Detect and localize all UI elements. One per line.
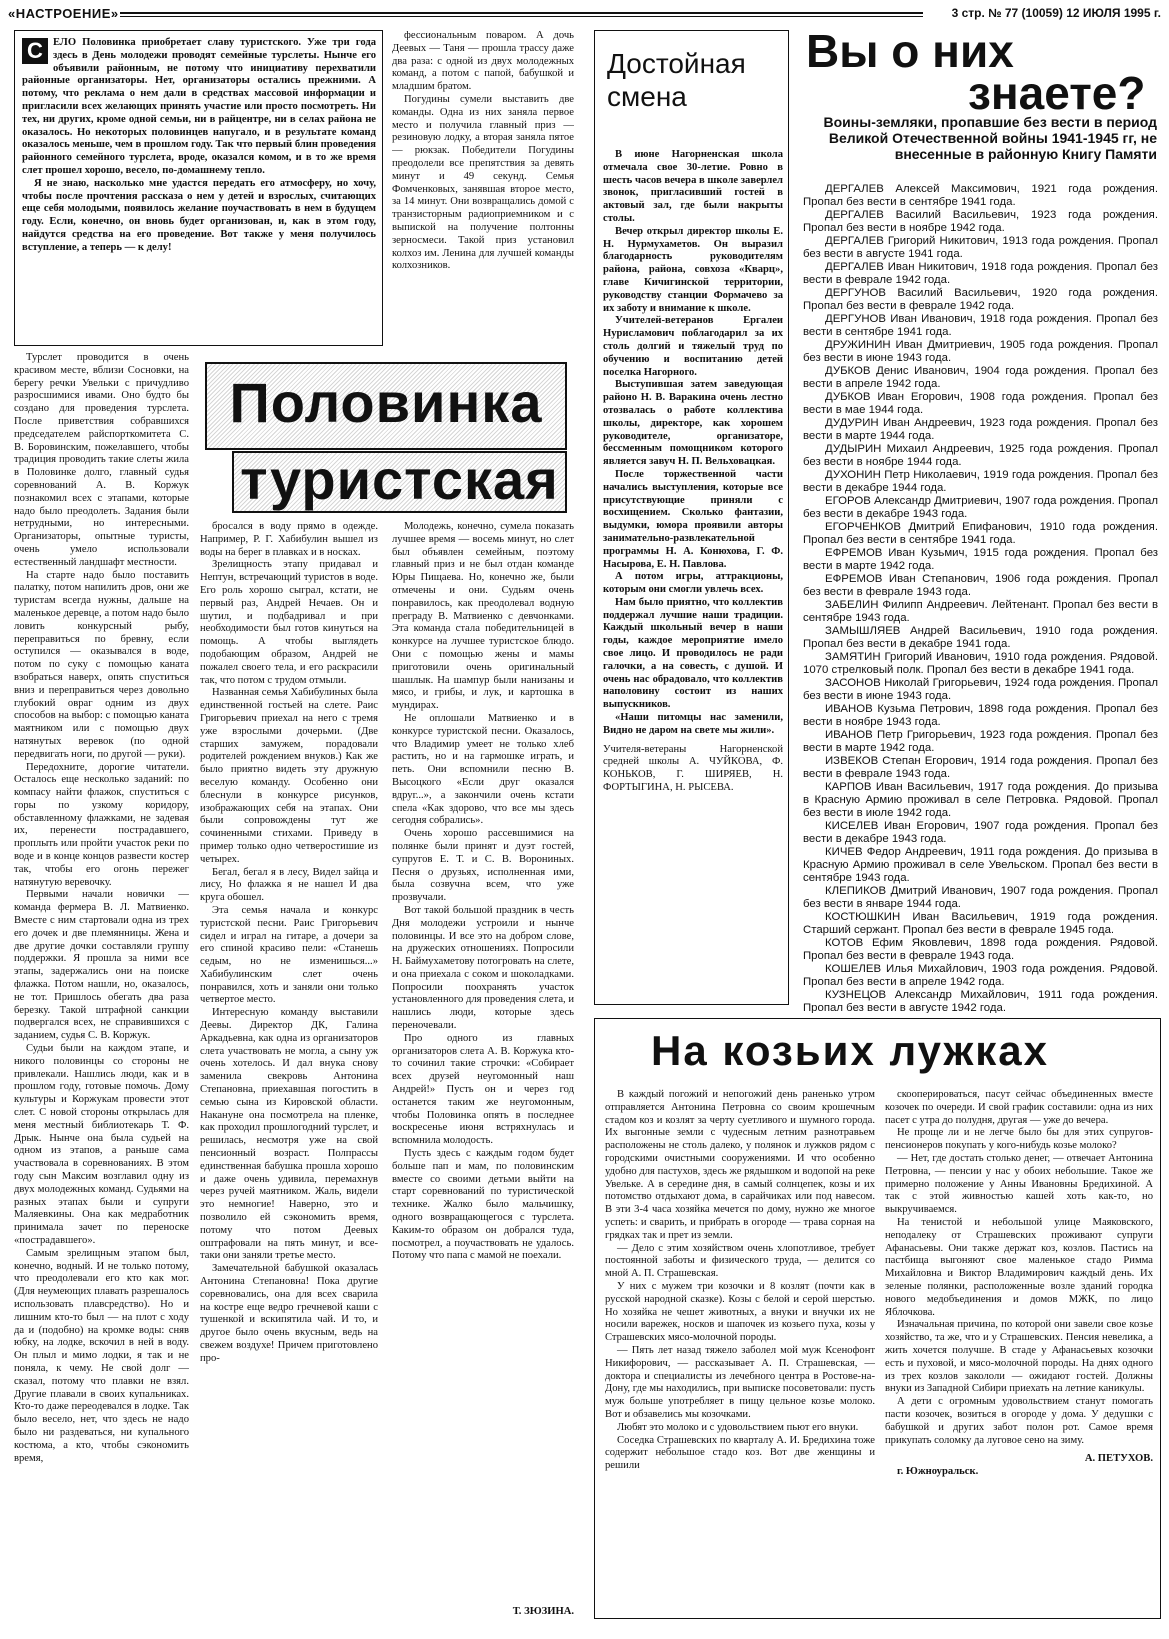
- paragraph: КУЗНЕЦОВ Александр Михайлович, 1911 года рождения. Пропал без вести в августе 1942 года.: [803, 989, 1158, 1013]
- paragraph: КАРПОВ Иван Васильевич, 1917 года рождения. До призыва в Красную Армию проживал в селе Петровка. Рядовой. Пропал без вести в июле 1942 года.: [803, 781, 1158, 819]
- paragraph: КИСЕЛЕВ Иван Егорович, 1907 года рождения. Пропал без вести в декабре 1943 года.: [803, 820, 1158, 845]
- paragraph: — Нет, где достать столько денег, — отвечает Антонина Петровна, — пенсии у нас у обоих небольшие. Такое же примерно положение у Анны Ивановны Бредихиной. А так с этой живностью кашей хоть как-то, но выкручиваемся.: [885, 1152, 1153, 1216]
- paragraph: КОСТЮШКИН Иван Васильевич, 1919 года рождения. Старший сержант. Пропал без вести в феврале 1945 года.: [803, 911, 1158, 936]
- paragraph: ДУДУРИН Иван Андреевич, 1923 года рождения. Пропал без вести в марте 1944 года.: [803, 417, 1158, 442]
- paragraph: На старте надо было поставить палатку, потом напилить дров, они же туристам всегда нужны, дальше на маленькое деревце, а потом надо было ловить конкурсный рыбу, переправиться по бревну, если оступился — оказывался в воде, потом по суку с помощью каната взобраться наверх, опять спуститься вниз и переправиться через довольно глубокий овраг одним из двух способов на выбор: с помощью каната маятником или с помощью двух натянутых веревок (по одной передвигать ноги, по другой — руки).: [14, 569, 189, 760]
- section-name: «НАСТРОЕНИЕ»: [8, 6, 119, 21]
- paragraph: ЕФРЕМОВ Иван Степанович, 1906 года рождения. Пропал без вести в феврале 1943 года.: [803, 573, 1158, 598]
- paragraph: ДЕРГАЛЕВ Алексей Максимович, 1921 года рождения. Пропал без вести в сентябре 1941 года.: [803, 183, 1158, 208]
- signature: А. ПЕТУХОВ.: [1084, 1453, 1153, 1465]
- title-text: туристская: [240, 451, 559, 511]
- paragraph: ДЕРГУНОВ Иван Иванович, 1918 года рождения. Пропал без вести в сентябре 1941 года.: [803, 313, 1158, 338]
- article1-col2: [200, 521, 378, 1621]
- paragraph: Турслет проводится в очень красивом месте, вблизи Сосновки, на берегу речки Увельки с причудливо разросшимися ивами. Оно будто бы создано для проведения турслета. После приветствия собравшихся председателем райспорткомитета С. В. Боровинским, пожелавшего, чтобы традиция проводить такие слеты жила в Половинке долго, главный судья соревнований А. В. Коржук познакомил всех с этапами, которые надо было преодолеть. Задания были нетрудными, но интересными. Организаторы, опытные туристы, очень умело использовали естественный ландшафт местности.: [14, 352, 189, 568]
- paragraph: А потом игры, аттракционы, которым они смогли увлечь всех.: [603, 571, 783, 596]
- paragraph: «Наши питомцы нас заменили, Видно не даром на свете мы жили».: [603, 712, 783, 736]
- missing-persons-list: [803, 183, 1158, 1013]
- paragraph: — Дело с этим хозяйством очень хлопотливое, требует постоянной заботы и физического труда, — делится со мной А. П. Страшевская.: [605, 1242, 875, 1280]
- article1-title-line2: [232, 451, 567, 513]
- article1-col3: [392, 521, 574, 1606]
- title-text: Половинка: [229, 371, 543, 434]
- paragraph: В июне Нагорненская школа отмечала свое 30-летие. Ровно в шесть часов вечера в школе заверлел звонок, пригласивший гостей в актовый зал, где были накрыты столы.: [603, 149, 783, 224]
- signature: Учителя-ветераны Нагорненской средней школы А. ЧУЙКОВА, Ф. КОНЬКОВ, Г. ШИРЯЕВ, Н. ФОРТЫГИНА, Н. РЫСЕВА.: [603, 743, 783, 794]
- paragraph: Про одного из главных организаторов слета А. В. Коржука кто-то сочинил такие строчки: «Собирает всех друзей неугомонный наш Андрей!» Пусть он и через год останется таким же неугомонным, чтобы Половинка опять в последнее воскресенье июня встряхнулась и вспомнила молодость.: [392, 1032, 574, 1147]
- paragraph: Учителей-ветеранов Ергалеи Нурисламович поблагодарил за их столь долгий и тяжелый труд по обучению и воспитанию детей поселка Нагорного.: [603, 315, 783, 378]
- intro-text-2: Я не знаю, насколько мне удастся передать его атмосферу, но хочу, чтобы после прочтения рассказа о нем у детей и взрослых, считающих еще себя молодыми, появилось желание поучаствовать в нем в будущем году. Если, конечно, он вновь будет организован, и, как в этом году, найдутся средства на его проведение. Вот также у меня получилось вступление, а теперь — к делу!: [22, 177, 376, 253]
- article4-col1: [605, 1089, 875, 1614]
- issue-info: 3 стр. № 77 (10059) 12 ИЮЛЯ 1995 г.: [951, 6, 1161, 20]
- paragraph: — Пять лет назад тяжело заболел мой муж Ксенофонт Никифорович, — рассказывает А. П. Страшевская, — доктора и специалисты из лечебного центра в Ростове-на-Дону, где мы находились, при выписке посоветовали: пусть муж больше употребляет в пищу цельное козье молоко. Вот и обзавелись мы козочками.: [605, 1344, 875, 1420]
- paragraph: Погудины сумели выставить две команды. Одна из них заняла первое место и получила главный приз — резиновую лодку, а вторая заняла пятое — рюкзак. Победители Погудины преодолели все препятствия за девять минут и 49 секунд. Семья Фомченковых, занявшая второе место, за 14 минут. Они возвращались домой с транзисторным радиоприемником и с выпиской на получение полтонны зерносмеси. Такой приз установил колхоз им. Ленина для лучшей команды колхозников.: [392, 93, 574, 272]
- article4-box: [594, 1018, 1161, 1619]
- paragraph: А дети с огромным удовольствием станут помогать пасти козочек, возиться в огороде у дома. У дедушки с бабушкой и других забот полон рот. Самое время прикупать соломку да луговое сено на зиму.: [885, 1396, 1153, 1446]
- paragraph: КОТОВ Ефим Яковлевич, 1898 года рождения. Рядовой. Пропал без вести в феврале 1943 года.: [803, 937, 1158, 962]
- article1-title-line1: [205, 362, 567, 450]
- paragraph: фессиональным поваром. А дочь Деевых — Таня — прошла трассу даже два раза: с одной из двух молодежных команд, а потом с папой, бабушкой и младшим братом.: [392, 30, 574, 93]
- paragraph: ДУХОНИН Петр Николаевич, 1919 года рождения. Пропал без вести в декабре 1944 года.: [803, 469, 1158, 494]
- paragraph: ДЕРГУНОВ Василий Васильевич, 1920 года рождения. Пропал без вести в феврале 1942 года.: [803, 287, 1158, 312]
- article3-subtitle: Воины-земляки, пропавшие без вести в период Великой Отечественной войны 1941-1945 гг, не внесенные в районную Книгу Памяти: [823, 114, 1157, 162]
- paragraph: ИВАНОВ Кузьма Петрович, 1898 года рождения. Пропал без вести в ноябре 1943 года.: [803, 703, 1158, 728]
- paragraph: Передохните, дорогие читатели. Осталось еще несколько заданий: по компасу найти флажок, спуститься с горы по узкому коридору, обставленному флажками, не задевая их, перенести пострадавшего, проплыть или пройти участок реки по воде и в конце концов развести костер так, чтобы его огонь пережег натянутую веревочку.: [14, 761, 189, 888]
- paragraph: После торжественной части начались выступления, которые все присутствующие приняли с восхищением. Сколько фантазии, выдумки, юмора проявили авторы занимательно-развлекательной программы Н. А. Конюхова, Г. Ф. Насырова, Е. Н. Павлова.: [603, 468, 783, 570]
- paragraph: Молодежь, конечно, сумела показать лучшее время — восемь минут, но слет был объявлен семейным, поэтому главный приз и не был отдан команде Юры Пищаева. Но, конечно же, были отмечены и они. Судьям очень понравилось, как преодолевал водную преграду В. Матвиенко с девчонками. Эта команда стала победительницей в конкурсе на лучшее туристское блюдо. Они с помощью жены и мамы приготовили очень оригинальный шашлык. На шампур были нанизаны и мясо, и грибы, и лук, и картошка в мундирах.: [392, 521, 574, 712]
- paragraph: КЛЕПИКОВ Дмитрий Иванович, 1907 года рождения. Пропал без вести в январе 1944 года.: [803, 885, 1158, 910]
- paragraph: Замечательной бабушкой оказалась Антонина Степановна! Пока другие соревновались, она для всех сварила на костре еще ведро гречневой каши с тушенкой и вскипятила чай. И то, и другое было очень вкусным, ведь на свежем воздухе! Причем приготовлено про-: [200, 1263, 378, 1364]
- dropcap: С: [22, 38, 48, 64]
- paragraph: ДЕРГАЛЕВ Григорий Никитович, 1913 года рождения. Пропал без вести в августе 1941 года.: [803, 235, 1158, 260]
- header-rule: [120, 12, 923, 17]
- paragraph: Зрелищность этапу придавал и Нептун, встречающий туристов в воде. Его роль хорошо сыграл, кстати, не первый раз, Андрей Нечаев. Он и шутил, и подбадривал и при необходимости был готов кинуться на помощь. А чтобы выглядеть подобающим образом, Андрей не пожалел своего тела, и его раскрасили так, что потом с трудом отмыли.: [200, 559, 378, 686]
- paragraph: ЕГОРОВ Александр Дмитриевич, 1907 года рождения. Пропал без вести в декабре 1943 года.: [803, 495, 1158, 520]
- page-header: [8, 6, 1161, 24]
- paragraph: Выступившая затем заведующая районо Н. В. Варакина очень лестно отозвалась о работе коллектива школы, директоре, как хорошем руководителе, организаторе, бессменным помощником которого является завуч Н. П. Вельховацкая.: [603, 379, 783, 468]
- paragraph: Интересную команду выставили Деевы. Директор ДК, Галина Аркадьевна, как одна из организаторов слета участвовать не могла, а сыну уж очень хотелось. И дал внука снову заменила свекровь Антонина Степановна, приехавшая погостить в семью сына из Кировской области. Накануне она посмотрела на пленке, как проходил прошлогодний турслет, и решилась, несмотря уже на свой пенсионный возраст. Полпрассы единственная бабушка прошла хорошо и даже очень удивила, перемахнув через ручей маятником. Жаль, видели это немногие! Наверно, это и позволило ей сэкономить время, потому что потом Деевых оштрафовали на пять минут, и все-таки они заняли третье место.: [200, 1007, 378, 1262]
- paragraph: Не проще ли и не легче было бы для этих супругов-пенсионеров покупать у кого-нибудь козье молоко?: [885, 1127, 1153, 1152]
- paragraph: ДУДЫРИН Михаил Андреевич, 1925 года рождения. Пропал без вести в ноябре 1944 года.: [803, 443, 1158, 468]
- intro-text: ЕЛО Половинка приобретает славу туристского. Уже три года здесь в День молодежи проводят семейные турслеты. Нынче его объявили районным, не потому что инициативу перехватили районные организаторы. Нет, организаторы остались прежними. А потому, что реклама о нем дали в средствах массовой информации и пригласили всех желающих принять участие или просто посмотреть. Ни тех, ни других, кроме одной семьи, ни в райцентре, ни в селах района не оказалось. Но некоторых половинцев напугало, и в результате команд оказалось меньше, чем в прошлом году. Так что первый блин проведения районного семейного турслета, вроде, оказался комом, и в то же время слет прошел хорошо, весело, по-домашнему тепло.: [22, 37, 376, 176]
- paragraph: Первыми начали новички — команда фермера В. Л. Матвиенко. Вместе с ним стартовали одна из трех его дочек и две племянницы. Жена и две другие дочки составляли группу поддержки. Я прошла за ними все этапы, задержались они на поиске флажка. Потом нашли, но, оказалось, не тот. Пришлось обегать два раза березку. Такой штрафной санкции подвергался всех, не справившихся с заданием, судья С. В. Коржук.: [14, 889, 189, 1042]
- paragraph: Названная семья Хабибулиных была единственной гостьей на слете. Раис Григорьевич приехал на него с тремя уже взрослыми дочерьми. (Две старших замужем, порадовали родителей рождением внуков.) Как же было приятно видеть эту дружную веселую команду. Особенно они блеснули в конкурсе рисунков, изображающих себя на этапах. Они были сопровождены тут же сочиненными стихами. Приведу в пример только одно четверостишие из четырех.: [200, 687, 378, 865]
- article4-title: На козьих лужках: [651, 1027, 1049, 1074]
- paragraph: Вечер открыл директор школы Е. Н. Нурмухаметов. Он выразил благодарность руководителям района, района, совхоза «Кварц», главе Кичигинской территории, руководству станции Формачево за их заботу и внимание к школе.: [603, 225, 783, 314]
- paragraph: Самым зрелищным этапом был, конечно, водный. И не только потому, что преодолевали его кто как мог. (Для неумеющих плавать разрешалось использовать плавсредство). Но и лишним кто-то был — на плот с ходу да и (подобно) на кромке воды: сняв юбку, на лодке, вскочил в ней в воду. Он плыл и мимо лодки, я так и не поняла, к чему. Не свой долг — сказал, потому что плавки не взял. Другие плавали в своих купальниках. Кто-то даже переодевался в лодке. Так было весело, нет, что здесь не надо было ни раздеваться, ни купального костюма, а кто, чтобы сэкономить время,: [14, 1247, 189, 1464]
- paragraph: Судьи были на каждом этапе, и никого половинцы со стороны не привлекали. Нашлись люди, как и в прошлом году, готовые помочь. Дому культуры и Коржукам провести этот слет. С новой стороны открылась для меня местный библиотекарь Т. Ф. Дрык. Нынче она была судьей на одном из этапов, а раньше сама участвовала в соревнованиях. В этом году сын Максим возглавил одну из двух молодежных команд. Судьями на разных этапах были и супруги Маляевкины. Она как медработник принимала зачет по переноске «пострадавшего».: [14, 1043, 189, 1246]
- paragraph: ДЕРГАЛЕВ Василий Васильевич, 1923 года рождения. Пропал без вести в ноябре 1942 года.: [803, 209, 1158, 234]
- article1-intro-box: [14, 30, 383, 346]
- article1-signature: Т. ЗЮЗИНА.: [512, 1606, 574, 1617]
- paragraph: КОШЕЛЕВ Илья Михайлович, 1903 года рождения. Рядовой. Пропал без вести в апреле 1942 года.: [803, 963, 1158, 988]
- paragraph: ЕГОРЧЕНКОВ Дмитрий Епифанович, 1910 года рождения. Пропал без вести в сентябре 1941 года.: [803, 521, 1158, 546]
- paragraph: Соседка Страшевских по кварталу А. И. Бредихина тоже содержит небольшое стадо коз. Вот две женщины и решили: [605, 1434, 875, 1472]
- article1-intro: [22, 37, 376, 341]
- article3-title-line1: Вы о них: [806, 25, 1014, 77]
- paragraph: В каждый погожий и непогожий день раненько утром отправляется Антонина Петровна со своим крошечным стадом коз и козлят за черту суетливого и шумного города. Их выгонные земли с чудесным летним разнотравьем расположены не столь далеко, у полянок и лужков рядом с городскими очистными сооружениями. И что особенно удобно для пастухов, здесь же рядышком и водопой на реке Увельке. А в середине дня, в самый солнцепек, козы и их потомство отдыхают дома, в сарайчиках или под навесом. В эти 3-4 часа хозяйка мечется по дому, нужно же многое успеть: и сварить, и прибрать в огороде — трава сорная на грядках так и прет из земли.: [605, 1089, 875, 1241]
- article2-box: [594, 30, 789, 1005]
- paragraph: Пусть здесь с каждым годом будет больше пап и мам, по половинским вместе со своими детьми выйти на старт соревнований по туристической технике. Жалко было мальчишку, одного возвращающегося с турслета. Каким-то образом он добрался туда, посмотрел, а поучаствовать не удалось. Потому что папа с мамой не поехали.: [392, 1148, 574, 1262]
- article2-body: [603, 149, 783, 1001]
- article3-title-line2: знаете?: [968, 67, 1146, 119]
- article1-col1: [14, 352, 189, 1622]
- paragraph: Эта семья начала и конкурс туристской песни. Раис Григорьевич сидел и играл на гитаре, а дочери за его спиной красиво пели: «Станешь седым, но не изменишься...» Хабибулинским слет очень понравился, хоть и заняли они только четвертое место.: [200, 904, 378, 1006]
- paragraph: ЗАМЯТИН Григорий Иванович, 1910 года рождения. Рядовой. 1070 стрелковый полк. Пропал без вести в декабре 1941 года.: [803, 651, 1158, 676]
- paragraph: На тенистой и небольшой улице Маяковского, неподалеку от Страшевских проживают супруги Афанасьевы. Они также держат коз, козлов. Пастись на пастбища выгоняют свое маленькое стадо Римма Михайловна и Виктор Владимирович каждый день. Их зеленые полянки, расположенные возле зданий городка нового медобъединения и домов МЖК, по лицо Яблочкова.: [885, 1216, 1153, 1318]
- dateline: г. Южноуральск.: [897, 1466, 979, 1478]
- paragraph: скооперироваться, пасут сейчас объединенных вместе козочек по очереди. И свой график составили: одна из них пасет с утра до полудня, другая — уже до вечера.: [885, 1089, 1153, 1126]
- paragraph: ДРУЖИНИН Иван Дмитриевич, 1905 года рождения. Пропал без вести в июне 1943 года.: [803, 339, 1158, 364]
- paragraph: ЗАМЫШЛЯЕВ Андрей Васильевич, 1910 года рождения. Пропал без вести в декабре 1941 года.: [803, 625, 1158, 650]
- paragraph: ДУБКОВ Иван Егорович, 1908 года рождения. Пропал без вести в мае 1944 года.: [803, 391, 1158, 416]
- paragraph: ИВАНОВ Петр Григорьевич, 1923 года рождения. Пропал без вести в марте 1942 года.: [803, 729, 1158, 754]
- article1-col3-top: [392, 30, 574, 365]
- article2-title: Достойная смена: [607, 48, 746, 112]
- paragraph: бросался в воду прямо в одежде. Например, Р. Г. Хабибулин вышел из воды на берег в плавках и в носках.: [200, 521, 378, 558]
- paragraph: ДУБКОВ Денис Иванович, 1904 года рождения. Пропал без вести в апреле 1942 года.: [803, 365, 1158, 390]
- paragraph: Бегал, бегал я в лесу, Видел зайца и лису, Но флажка я не нашел И два круга обошел.: [200, 866, 378, 904]
- paragraph: ЕФРЕМОВ Иван Кузьмич, 1915 года рождения. Пропал без вести в марте 1942 года.: [803, 547, 1158, 572]
- paragraph: У них с мужем три козочки и 8 козлят (почти как в русской народной сказке). Козы с белой и серой шерстью. Но хозяйка не чешет животных, а внуки и внучки их не носили варежек, носков и шапочек из козьего пуха, козы у Страшевских мясо-молочной породы.: [605, 1280, 875, 1344]
- paragraph: Изначальная причина, по которой они завели свое козье хозяйство, та же, что и у Страшевских. Пенсия невелика, а жить хочется получше. В стаде у Афанасьевых козочки есть и пуховой, и мясо-молочной породы. На днях одного из трех козлов закололи — ожидают гостей. Должны внуки из Западной Сибири приехать на летние каникулы.: [885, 1319, 1153, 1395]
- paragraph: ИЗВЕКОВ Степан Егорович, 1914 года рождения. Пропал без вести в феврале 1943 года.: [803, 755, 1158, 780]
- paragraph: ДЕРГАЛЕВ Иван Никитович, 1918 года рождения. Пропал без вести в феврале 1942 года.: [803, 261, 1158, 286]
- paragraph: ЗАСОНОВ Николай Григорьевич, 1924 года рождения. Пропал без вести в июне 1943 года.: [803, 677, 1158, 702]
- paragraph: КИЧЕВ Федор Андреевич, 1911 года рождения. До призыва в Красную Армию проживал в селе Увельском. Пропал без вести в сентябре 1943 года.: [803, 846, 1158, 884]
- paragraph: Нам было приятно, что коллектив поддержал лучшие наши традиции. Каждый школьный вечер в наши годы, каждое мероприятие имело свое лицо. И проводилось не ради галочки, а на совесть, с душой. И очень нас обрадовало, что коллектив наполовину состоит из наших выпускников.: [603, 596, 783, 711]
- paragraph: Любят это молоко и с удовольствием пьют его внуки.: [617, 1421, 859, 1433]
- paragraph: Очень хорошо рассевшимися на полянке были принят и дуэт гостей, супругов Е. Т. и С. В. Ворониных. Песня о друзьях, исполненная ими, была созвучна всем, что уже прозвучали.: [392, 828, 574, 904]
- paragraph: ЗАБЕЛИН Филипп Андреевич. Лейтенант. Пропал без вести в сентябре 1943 года.: [803, 599, 1158, 624]
- article4-col2: [885, 1089, 1153, 1614]
- paragraph: Вот такой большой праздник в честь Дня молодежи устроили и нынче половинцы. И все это на добром слове, на дружеских отношениях. Попросили Н. Баймухаметову потогровать на слете, и она приехала с соком и шоколадками. Попросили поохранять участок установленного для проведения слета, и нашлись люди, которые здесь переночевали.: [392, 904, 574, 1032]
- paragraph: Не оплошали Матвиенко и в конкурсе туристской песни. Оказалось, что Владимир умеет не только хлеб растить, но и на гармошке играть, и петь. Они вспомнили песню В. Высоцкого «Если друг оказался вдруг...», а закончили очень кстати спела «Как здорово, что все мы здесь сегодня собрались».: [392, 712, 574, 827]
